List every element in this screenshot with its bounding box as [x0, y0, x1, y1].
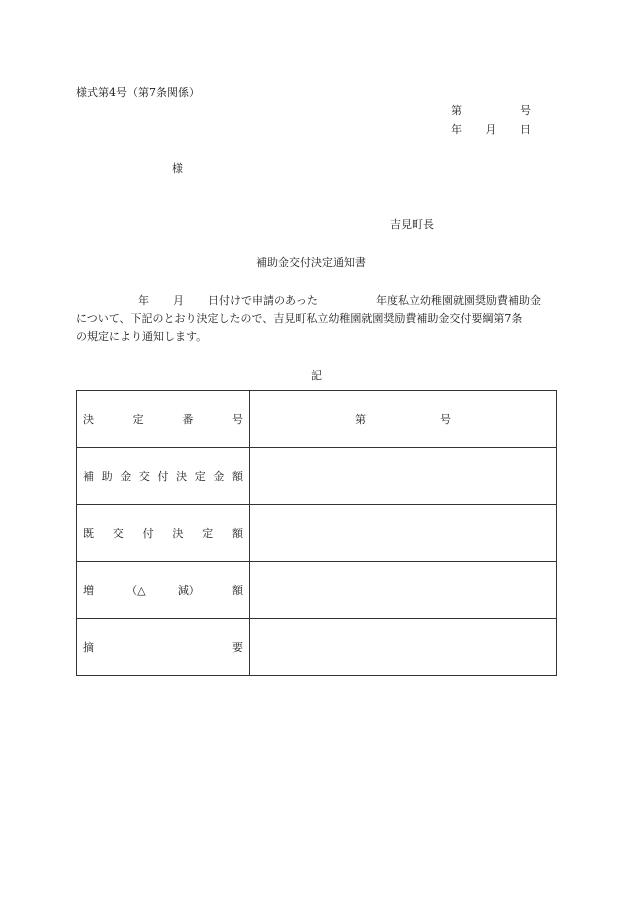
- label-char: 号: [231, 413, 243, 426]
- body-month: 月: [173, 294, 184, 307]
- label-char: （△: [126, 584, 146, 597]
- row-value-remarks: [250, 619, 557, 676]
- label-char: 定: [132, 413, 144, 426]
- value-suffix: 号: [440, 413, 451, 426]
- label-char: 助: [101, 470, 113, 483]
- form-number: 様式第4号（第7条関係）: [76, 86, 200, 99]
- doc-date-day: 日: [520, 123, 531, 136]
- row-value-change-amount: [250, 562, 557, 619]
- row-value-grant-amount: [250, 448, 557, 505]
- label-char: 金: [120, 470, 132, 483]
- label-char: 金: [213, 470, 225, 483]
- decision-table: [76, 390, 557, 676]
- document-title: 補助金交付決定通知書: [256, 256, 366, 269]
- document-date-line: [451, 123, 531, 137]
- label-char: 額: [231, 584, 243, 597]
- label-char: 付: [157, 470, 169, 483]
- row-label-decision-number: [77, 391, 250, 448]
- label-char: 既: [83, 527, 94, 540]
- body-line2: について、下記のとおり決定したので、吉見町私立幼稚園就園奨励費補助金交付要綱第7条: [76, 312, 523, 325]
- row-value-decision-number: [250, 391, 557, 448]
- table-row: [77, 562, 557, 619]
- label-char: 補: [83, 470, 94, 483]
- table-row: [77, 391, 557, 448]
- row-label-remarks: [77, 619, 250, 676]
- table-row: [77, 448, 557, 505]
- label-char: 額: [231, 527, 243, 540]
- label-char: 決: [176, 470, 188, 483]
- addressee-suffix: 様: [172, 162, 183, 175]
- body-day-text: 日付けで申請のあった: [208, 294, 318, 307]
- row-label-change-amount: [77, 562, 250, 619]
- issuer-name: 吉見町長: [390, 218, 434, 231]
- label-char: 増: [83, 584, 94, 597]
- doc-date-year: 年: [451, 123, 462, 136]
- label-char: 付: [142, 527, 154, 540]
- body-line1-rest: 年度私立幼稚園就園奨励費補助金: [376, 294, 541, 307]
- value-prefix: 第: [355, 413, 366, 426]
- row-label-grant-amount: [77, 448, 250, 505]
- document-number-line: [451, 104, 531, 118]
- label-char: 定: [194, 470, 206, 483]
- label-char: 番: [182, 413, 194, 426]
- label-char: 減）: [177, 584, 200, 597]
- label-char: 決: [83, 413, 94, 426]
- label-char: 定: [202, 527, 214, 540]
- label-char: 決: [172, 527, 184, 540]
- table-row: [77, 619, 557, 676]
- label-char: 額: [232, 470, 243, 483]
- row-label-previous-amount: [77, 505, 250, 562]
- doc-date-month: 月: [485, 123, 497, 136]
- ki-heading: 記: [311, 369, 322, 382]
- label-char: 要: [232, 641, 243, 654]
- table-row: [77, 505, 557, 562]
- label-char: 摘: [83, 641, 94, 654]
- doc-number-prefix: 第: [451, 104, 462, 117]
- doc-number-suffix: 号: [520, 104, 531, 117]
- body-year: 年: [138, 294, 149, 307]
- body-line3: の規定により通知します。: [76, 330, 208, 343]
- label-char: 交: [138, 470, 150, 483]
- label-char: 交: [112, 527, 124, 540]
- row-value-previous-amount: [250, 505, 557, 562]
